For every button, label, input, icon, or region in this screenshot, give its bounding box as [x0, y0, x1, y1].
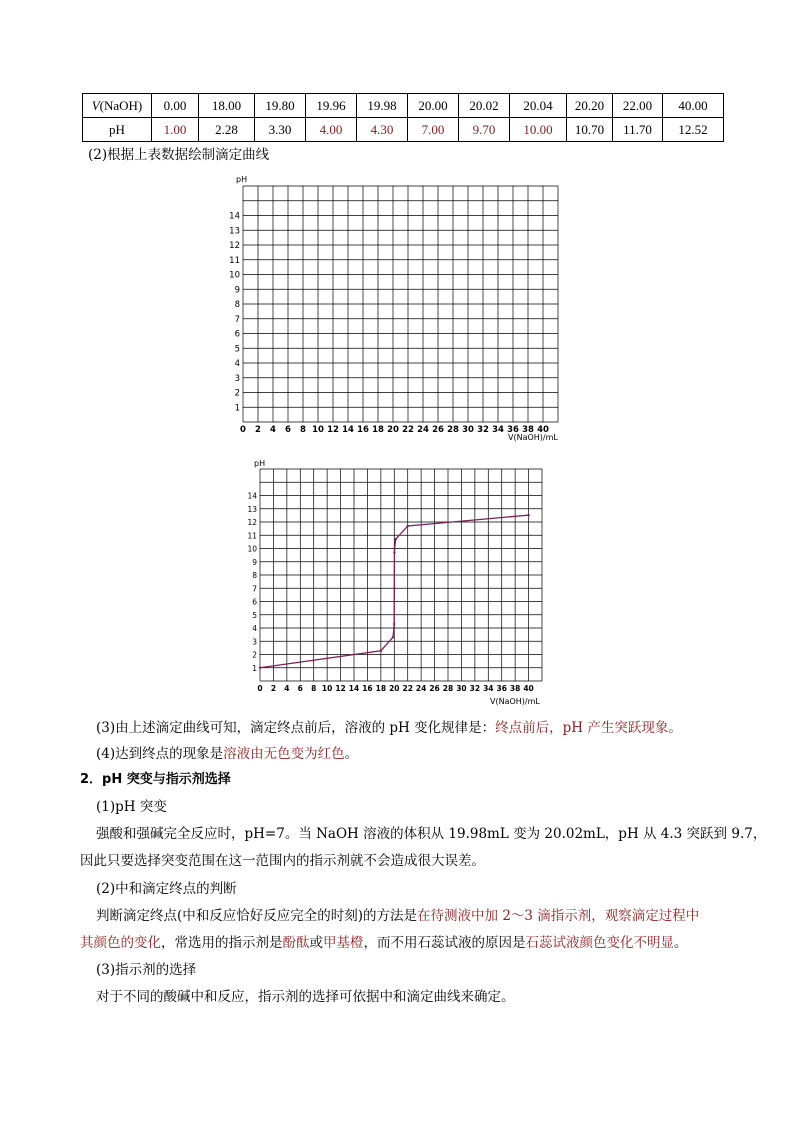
- y-tick-label: 11: [229, 255, 240, 266]
- x-tick-label: 10: [312, 425, 324, 435]
- x-tick-label: 16: [357, 425, 369, 435]
- x-tick-label: 4: [284, 684, 290, 693]
- y-tick-label: 8: [234, 300, 240, 310]
- x-tick-label: 20: [387, 425, 399, 435]
- data-point: [393, 587, 395, 589]
- table-cell: 2.28: [199, 118, 255, 142]
- y-tick-label: 14: [247, 491, 257, 501]
- titration-data-table: [82, 93, 724, 142]
- item-3-text: (3)由上述滴定曲线可知，滴定终点前后，溶液的 pH 变化规律是：终点前后，pH 产生突跃现象。: [96, 720, 682, 736]
- x-tick-label: 28: [447, 425, 459, 435]
- x-tick-label: 18: [372, 425, 384, 435]
- y-tick-label: 10: [247, 544, 257, 554]
- y-tick-label: 9: [234, 285, 240, 296]
- data-point: [259, 667, 261, 669]
- data-point: [393, 547, 395, 549]
- x-tick-label: 14: [348, 684, 360, 693]
- y-tick-labels: [247, 492, 257, 673]
- x-tick-label: 10: [321, 684, 333, 693]
- y-tick-label: 5: [252, 610, 257, 620]
- y-tick-labels: [229, 212, 240, 414]
- y-tick-label: 2: [252, 650, 257, 660]
- y-tick-label: 2: [234, 388, 240, 399]
- y-tick-label: 7: [234, 314, 240, 325]
- table-cell: 19.96: [306, 94, 357, 118]
- x-tick-label: 36: [507, 425, 519, 435]
- data-point: [393, 551, 395, 553]
- x-tick-label: 40: [537, 425, 549, 435]
- table-row-ph: [83, 118, 724, 142]
- x-tick-labels: [240, 425, 549, 435]
- table-cell: 20.00: [408, 94, 459, 118]
- table-row-volume: [83, 94, 724, 118]
- table-cell: 4.30: [357, 118, 408, 142]
- y-tick-label: 12: [247, 518, 257, 527]
- x-tick-label: 26: [429, 684, 440, 693]
- y-tick-label: 4: [252, 624, 257, 633]
- section-2-title: 2．pH 突变与指示剂选择: [80, 772, 231, 787]
- x-tick-label: 12: [327, 425, 339, 435]
- header-cell-ph: pH: [83, 118, 152, 142]
- x-tick-label: 8: [311, 684, 317, 693]
- x-tick-label: 0: [240, 425, 246, 435]
- x-tick-label: 38: [522, 425, 534, 435]
- item-2-text: (2)根据上表数据绘制滴定曲线: [88, 147, 270, 163]
- table-cell: 0.00: [152, 94, 199, 118]
- y-tick-label: 13: [247, 504, 257, 514]
- grid-lines: [260, 469, 542, 681]
- table-cell: 40.00: [663, 94, 724, 118]
- data-point: [394, 538, 396, 540]
- y-tick-label: 1: [252, 663, 257, 673]
- table-cell: 20.04: [510, 94, 567, 118]
- subsection-3-title: (3)指示剂的选择: [96, 962, 197, 978]
- data-point: [393, 627, 395, 629]
- x-tick-label: 18: [375, 684, 387, 693]
- x-tick-label: 8: [300, 425, 306, 435]
- table-cell: 3.30: [255, 118, 306, 142]
- x-tick-label: 12: [335, 684, 346, 693]
- x-tick-label: 24: [417, 425, 429, 435]
- x-tick-label: 34: [492, 425, 504, 435]
- empty-grid-chart: [228, 172, 573, 447]
- paragraph-2-line-2: 其颜色的变化，常选用的指示剂是酚酞或甲基橙，而不用石蕊试液的原因是石蕊试液颜色变化不明显。: [80, 935, 688, 951]
- header-cell-volume: V(NaOH): [83, 94, 152, 118]
- x-tick-label: 16: [362, 684, 373, 693]
- x-tick-label: 32: [477, 425, 489, 435]
- x-tick-label: 26: [432, 425, 444, 435]
- x-tick-label: 0: [257, 684, 263, 693]
- y-tick-label: 3: [252, 637, 257, 647]
- y-tick-label: 6: [252, 597, 257, 607]
- x-tick-label: 36: [496, 684, 507, 693]
- data-point: [380, 650, 382, 652]
- data-point: [393, 623, 395, 625]
- y-tick-label: 4: [234, 359, 240, 369]
- x-tick-label: 2: [255, 425, 261, 435]
- table-cell: 10.00: [510, 118, 567, 142]
- x-tick-label: 4: [270, 425, 276, 435]
- data-point: [407, 525, 409, 527]
- table-cell: 1.00: [152, 118, 199, 142]
- table-cell: 18.00: [199, 94, 255, 118]
- table-cell: 9.70: [459, 118, 510, 142]
- y-tick-label: 6: [234, 329, 240, 340]
- x-tick-labels: [257, 684, 533, 693]
- y-axis-label: pH: [254, 459, 266, 468]
- paragraph-1-line-1: 强酸和强碱完全反应时，pH=7。当 NaOH 溶液的体积从 19.98mL 变为 20.02mL，pH 从 4.3 突跃到 9.7，: [96, 826, 767, 842]
- x-tick-label: 38: [509, 684, 521, 693]
- y-tick-label: 9: [252, 557, 257, 567]
- x-tick-label: 34: [483, 684, 494, 693]
- y-tick-label: 3: [234, 373, 240, 384]
- item-4-text: (4)达到终点的现象是溶液由无色变为红色。: [96, 746, 359, 762]
- table-cell: 12.52: [663, 118, 724, 142]
- data-point: [392, 636, 394, 638]
- x-tick-label: 30: [462, 425, 474, 435]
- table-cell: 20.02: [459, 94, 510, 118]
- table-cell: 4.00: [306, 118, 357, 142]
- table-cell: 20.20: [567, 94, 613, 118]
- y-tick-label: 8: [252, 571, 257, 580]
- x-tick-label: 6: [285, 425, 291, 435]
- table-cell: 7.00: [408, 118, 459, 142]
- x-tick-label: 14: [342, 425, 354, 435]
- x-tick-label: 28: [442, 684, 454, 693]
- y-tick-label: 1: [234, 403, 240, 414]
- x-tick-label: 6: [297, 684, 303, 693]
- subsection-1-title: (1)pH 突变: [96, 799, 167, 815]
- x-tick-label: 32: [469, 684, 481, 693]
- paragraph-1-line-2: 因此只要选择突变范围在这一范围内的指示剂就不会造成很大误差。: [80, 853, 485, 869]
- subsection-2-title: (2)中和滴定终点的判断: [96, 881, 237, 897]
- x-tick-label: 24: [415, 684, 427, 693]
- grid-lines: [243, 186, 558, 422]
- y-axis-label: pH: [236, 175, 248, 184]
- table-cell: 19.98: [357, 94, 408, 118]
- y-tick-label: 12: [229, 241, 240, 251]
- x-tick-label: 22: [402, 684, 413, 693]
- x-axis-label: V(NaOH)/mL: [508, 433, 558, 442]
- table-cell: 11.70: [613, 118, 663, 142]
- y-tick-label: 5: [234, 344, 240, 355]
- data-point: [527, 514, 529, 516]
- y-tick-label: 14: [229, 211, 240, 222]
- y-tick-label: 7: [252, 584, 257, 594]
- x-axis-label: V(NaOH)/mL: [490, 697, 540, 706]
- y-tick-label: 10: [229, 270, 240, 281]
- y-tick-label: 13: [229, 226, 240, 237]
- table-cell: 19.80: [255, 94, 306, 118]
- paragraph-2-line-1: 判断滴定终点(中和反应恰好反应完全的时刻)的方法是在待测液中加 2～3 滴指示剂，观察滴定过程中: [96, 908, 700, 924]
- table-cell: 22.00: [613, 94, 663, 118]
- x-tick-label: 2: [270, 684, 277, 693]
- table-cell: 10.70: [567, 118, 613, 142]
- x-tick-label: 40: [523, 684, 534, 693]
- paragraph-3: 对于不同的酸碱中和反应，指示剂的选择可依据中和滴定曲线来确定。: [96, 989, 515, 1005]
- x-tick-label: 30: [456, 684, 467, 693]
- y-tick-label: 11: [247, 531, 257, 541]
- x-tick-label: 22: [402, 425, 414, 435]
- x-tick-label: 20: [389, 684, 400, 693]
- titration-curve-chart: [240, 456, 555, 711]
